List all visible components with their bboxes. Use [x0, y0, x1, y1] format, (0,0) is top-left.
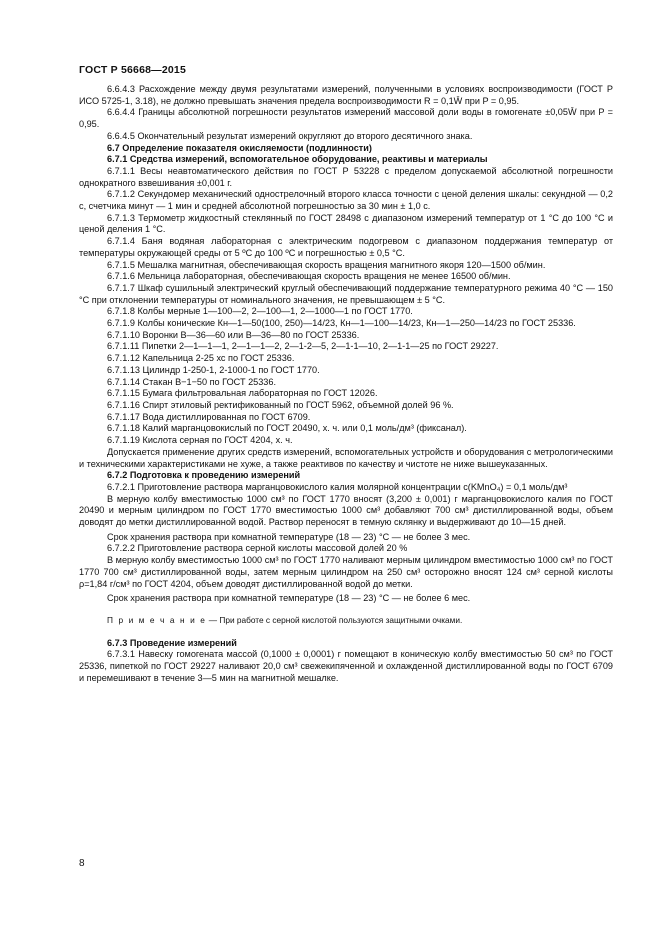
paragraph: 6.7.1.14 Стакан В−1−50 по ГОСТ 25336. [107, 376, 276, 387]
paragraph: 6.7.1.11 Пипетки 2—1—1—1, 2—1—1—2, 2—1-2—5, 2—1-1—10, 2—1-1—25 по ГОСТ 29227. [107, 341, 499, 352]
note-label: П р и м е ч а н и е [107, 614, 207, 625]
document-body [79, 84, 613, 684]
paragraph: 6.7.1.18 Калий марганцовокислый по ГОСТ 20490, х. ч. или 0,1 моль/дм³ (фиксанал). [107, 423, 467, 434]
paragraph: 6.7.1.9 Колбы конические Кн—1—50(100, 250)—14/23, Кн—1—100—14/23, Кн—1—250—14/23 по ГОСТ 25336. [107, 318, 576, 329]
paragraph: 6.7.1.4 Баня водяная лабораторная с электрическим подогревом с диапазоном поддержания температур от температуры окружающей среды от 5 ºС до 100 ºС и погрешностью ± 0,5 °С. [79, 236, 613, 258]
paragraph: 6.7.1.10 Воронки В—36—60 или В—36—80 по ГОСТ 25336. [107, 329, 360, 340]
section-heading: 6.7.2 Подготовка к проведению измерений [107, 470, 301, 481]
section-heading: 6.7.3 Проведение измерений [107, 637, 237, 648]
paragraph: В мерную колбу вместимостью 1000 см³ по ГОСТ 1770 наливают мерным цилиндром вместимостью 1000 см³ по ГОСТ 1770 700 см³ дистиллированной воды, затем мерным цилиндром на 250 см³ осторожно вносят 124 см³ серной кислоты ρ=1,84 г/см³ по ГОСТ 4204, объем доводят дистиллированной водой до метки. [79, 555, 613, 589]
paragraph: 6.7.1.8 Колбы мерные 1—100—2, 2—100—1, 2—1000—1 по ГОСТ 1770. [107, 306, 413, 317]
paragraph: В мерную колбу вместимостью 1000 см³ по ГОСТ 1770 вносят (3,200 ± 0,001) г марганцовокислого калия по ГОСТ 20490 и мерным цилиндром по ГОСТ 1770 вместимостью 1000 см³ добавляют 700 см³ дистиллированной воды, объем доводят до метки дистиллированной водой. Раствор переносят в темную склянку и выдерживают до 10—15 дней. [79, 493, 613, 528]
section-heading: 6.7.1 Средства измерений, вспомогательное оборудование, реактивы и материалы [107, 154, 488, 165]
paragraph-list [79, 84, 613, 605]
paragraph: 6.7.1.6 Мельница лабораторная, обеспечивающая скорость вращения не менее 16500 об/мин. [107, 271, 511, 282]
note-text: — При работе с серной кислотой пользуются защитными очками. [206, 614, 463, 625]
paragraph: 6.7.1.13 Цилиндр 1-250-1, 2-1000-1 по ГОСТ 1770. [107, 364, 320, 375]
paragraph: 6.7.1.3 Термометр жидкостный стеклянный по ГОСТ 28498 с диапазоном измерений температур от 1 °С до 100 °С и ценой деления 1 °С. [79, 212, 613, 235]
paragraph: Допускается применение других средств измерений, вспомогательных устройств и оборудования с метрологическими и техническими характеристиками не хуже, а также реактивов по качеству и чистоте не ниже вышеуказанных. [79, 446, 613, 469]
paragraph: 6.7.3.1 Навеску гомогената массой (0,1000 ± 0,0001) г помещают в коническую колбу вместимостью 50 см³ по ГОСТ 25336, пипеткой по ГОСТ 29227 наливают 20,0 см³ свежекипяченной и охлажденной дистиллированной воды по ГОСТ 6709 и перемешивают в течение 3—5 мин на магнитной мешалке. [79, 649, 613, 683]
page-number: 8 [79, 858, 85, 869]
paragraph-list-after-note [79, 638, 613, 685]
paragraph: 6.7.1.1 Весы неавтоматического действия по ГОСТ Р 53228 с пределом допускаемой абсолютной погрешности однократного взвешивания ±0,001 г. [79, 165, 613, 188]
paragraph: 6.7.1.12 Капельница 2-25 хс по ГОСТ 25336. [107, 353, 295, 364]
paragraph: 6.6.4.4 Границы абсолютной погрешности результатов измерений массовой доли воды в гомогенате ±0,05W̄ при P = 0,95. [79, 107, 613, 130]
paragraph: Срок хранения раствора при комнатной температуре (18 — 23) °С — не более 3 мес. [107, 531, 471, 542]
paragraph: 6.7.1.17 Вода дистиллированная по ГОСТ 6709. [107, 411, 311, 422]
paragraph: 6.7.2.2 Приготовление раствора серной кислоты массовой долей 20 % [107, 543, 408, 554]
paragraph: 6.7.2.1 Приготовление раствора марганцовокислого калия молярной концентрации c(KMnO₄) = 0,1 моль/дм³ [107, 481, 568, 492]
paragraph: 6.7.1.19 Кислота серная по ГОСТ 4204, х. ч. [107, 435, 293, 446]
paragraph: 6.6.4.5 Окончательный результат измерений округляют до второго десятичного знака. [107, 130, 473, 141]
note-paragraph [79, 615, 613, 627]
section-heading: 6.7 Определение показателя окисляемости (подлинности) [107, 142, 372, 153]
paragraph: 6.7.1.16 Спирт этиловый ректификованный по ГОСТ 5962, объемной долей 96 %. [107, 399, 454, 410]
paragraph: 6.7.1.2 Секундомер механический однострелочный второго класса точности с ценой деления шкалы: секундной — 0,2 с, счетчика минут — 1 мин и средней абсолютной погрешностью за 30 мин ± 1,0 с. [79, 189, 613, 212]
paragraph: 6.7.1.7 Шкаф сушильный электрический круглый обеспечивающий поддержание температурного режима 40 °С — 150 °С при отклонении температуры от номинального значения, не превышающем ± 5 °С. [79, 282, 613, 305]
paragraph: 6.7.1.15 Бумага фильтровальная лабораторная по ГОСТ 12026. [107, 388, 378, 399]
paragraph: Срок хранения раствора при комнатной температуре (18 — 23) °С — не более 6 мес. [107, 593, 471, 604]
paragraph: 6.7.1.5 Мешалка магнитная, обеспечивающая скорость вращения магнитного якоря 120—1500 об/мин. [107, 259, 546, 270]
paragraph: 6.6.4.3 Расхождение между двумя результатами измерений, полученными в условиях воспроизводимости (ГОСТ Р ИСО 5725-1, 3.18), не должно превышать значения предела воспроизводимости R = 0,1W̄ при P = 0,95. [79, 84, 613, 106]
standard-header: ГОСТ Р 56668—2015 [79, 64, 187, 76]
